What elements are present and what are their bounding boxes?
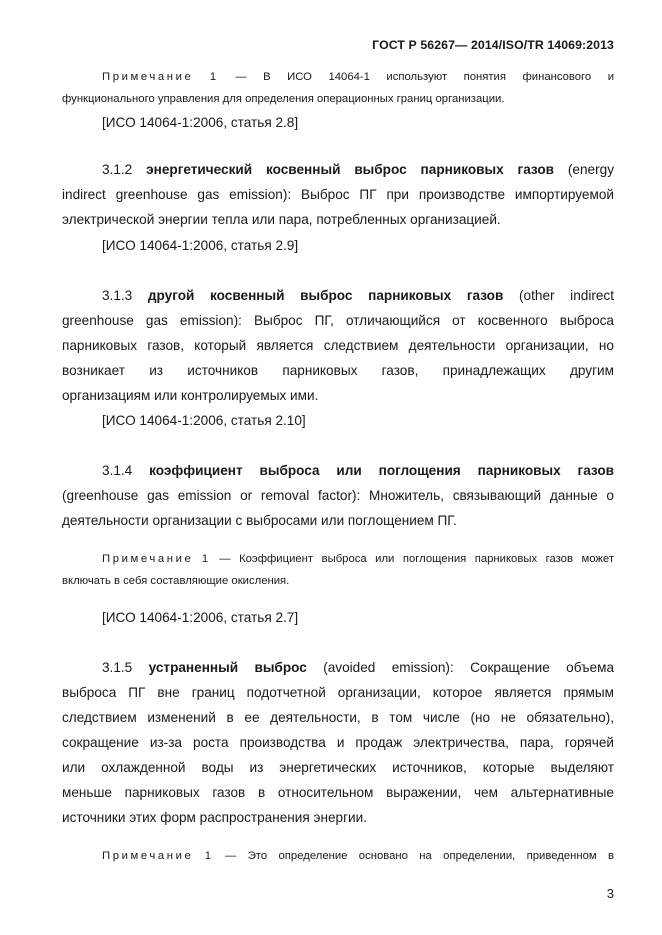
term-name: коэффициент выброса или поглощения парниковых газов: [149, 463, 614, 478]
term-number: 3.1.3: [102, 288, 133, 303]
reference: [ИСО 14064-1:2006, статья 2.9]: [102, 238, 299, 253]
paragraph-line: следствием изменений в ее деятельности, в том числе (но не обязательно),: [62, 710, 614, 725]
term-definition: [62, 157, 614, 232]
note-block: [62, 66, 614, 110]
note-line: [62, 66, 614, 88]
paragraph-line: 3.1.2 энергетический косвенный выброс парниковых газов (energy: [102, 162, 614, 177]
paragraph-line: [62, 458, 614, 483]
note-number: 1: [209, 71, 219, 83]
note-line: [62, 548, 614, 570]
term-number: 3.1.2: [102, 162, 133, 177]
note-text: — Коэффициент выброса или поглощения парниковых газов может: [219, 553, 615, 565]
page-header: ГОСТ Р 56267— 2014/ISO/TR 14069:2013: [372, 38, 614, 52]
note-line: [62, 845, 614, 867]
note-label: Примечание: [102, 850, 194, 862]
note-line: включать в себя составляющие окисления.: [62, 575, 290, 587]
paragraph-line: сокращение из-за роста производства и продаж электричества, пара, горячей: [62, 735, 614, 750]
note-block: [62, 548, 614, 592]
reference: [ИСО 14064-1:2006, статья 2.8]: [102, 115, 299, 130]
reference: [ИСО 14064-1:2006, статья 2.10]: [102, 413, 306, 428]
term-name: другой косвенный выброс парниковых газов: [147, 288, 504, 303]
note-number: 1: [204, 850, 214, 862]
term-definition: [62, 283, 614, 408]
term-definition: [62, 458, 614, 533]
note-line: функционального управления для определения операционных границ организации.: [62, 93, 505, 105]
paragraph-line: парниковых газов, который является следствием деятельности организации, но: [62, 338, 614, 353]
paragraph-line: (greenhouse gas emission or removal factor): Множитель, связывающий данные о: [62, 488, 614, 503]
note-text: — В ИСО 14064-1 используют понятия финансового и: [235, 71, 615, 83]
term-name: энергетический косвенный выброс парниковых газов: [146, 162, 555, 177]
term-definition: [62, 655, 614, 830]
paragraph-line: деятельности организации с выбросами или поглощением ПГ.: [62, 513, 457, 528]
term-name: устраненный выброс: [148, 660, 307, 675]
paragraph-line: indirect greenhouse gas emission): Выброс ПГ при производстве импортируемой: [62, 187, 614, 202]
paragraph-line: источники этих форм распространения энергии.: [62, 810, 368, 825]
note-text: — Это определение основано на определении, приведенном в: [225, 850, 615, 862]
paragraph-line: электрической энергии тепла или пара, потребленных организацией.: [62, 212, 501, 227]
reference: [ИСО 14064-1:2006, статья 2.7]: [102, 610, 299, 625]
page-number: 3: [606, 886, 614, 901]
term-number: 3.1.5: [102, 660, 133, 675]
note-label: Примечание: [102, 71, 194, 83]
paragraph-line: 3.1.5 устраненный выброс (avoided emission): Сокращение объема: [102, 660, 615, 675]
paragraph-line: 3.1.3 другой косвенный выброс парниковых газов (other indirect: [102, 288, 615, 303]
note-number: 1: [201, 553, 211, 565]
paragraph-line: или охлажденной воды из энергетических источников, которые выделяют: [62, 760, 614, 775]
paragraph-line: greenhouse gas emission): Выброс ПГ, отличающийся от косвенного выброса: [62, 313, 614, 328]
paragraph-line: организациям или контролируемых ими.: [62, 388, 319, 403]
paragraph-line: меньше парниковых газов в относительном выражении, чем альтернативные: [62, 785, 614, 800]
paragraph-line: возникает из источников парниковых газов, принадлежащих другим: [62, 363, 614, 378]
term-number: 3.1.4: [102, 463, 133, 478]
note-label: Примечание: [102, 553, 194, 565]
note-block: [62, 845, 614, 867]
paragraph-line: выброса ПГ вне границ подотчетной организации, которое является прямым: [62, 685, 614, 700]
